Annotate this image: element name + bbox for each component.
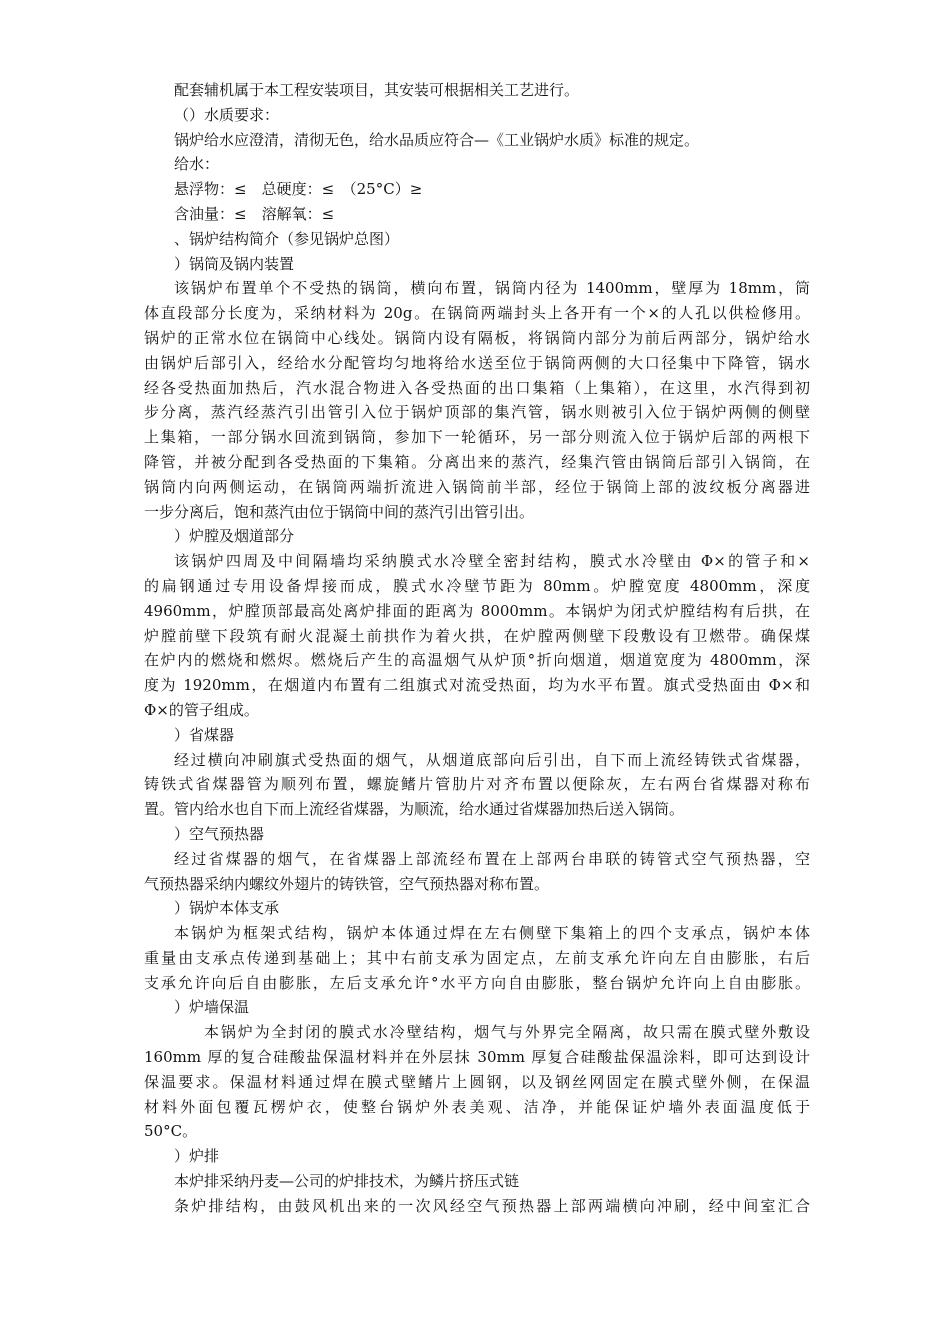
text-line: 本炉排采纳丹麦—公司的炉排技术，为鳞片挤压式链: [174, 1172, 520, 1191]
text-line: 保温要求。保温材料通过焊在膜式壁鳍片上圆钢，以及钢丝网固定在膜式壁外侧，在保温: [144, 1072, 810, 1091]
text-line: 50°C。: [144, 1122, 198, 1141]
text-line: 铸铁式省煤器管为顺列布置，螺旋鳍片管肋片对齐布置以便除灰，左右两台省煤器对称布: [144, 775, 810, 794]
text-line: Φ×的管子组成。: [144, 700, 259, 719]
text-line: 该锅炉四周及中间隔墙均采纳膜式水冷壁全密封结构，膜式水冷壁由 Φ×的管子和×: [174, 552, 810, 571]
text-line: ）炉排: [174, 1147, 220, 1166]
text-line: 锅炉给水应澄清，清彻无色，给水品质应符合—《工业锅炉水质》标准的规定。: [174, 130, 700, 149]
text-line: 经过横向冲刷旗式受热面的烟气，从烟道底部向后引出，自下而上流经铸铁式省煤器，: [174, 750, 810, 769]
text-line: 配套辅机属于本工程安装项目，其安装可根据相关工艺进行。: [174, 81, 580, 99]
text-line: 度为 1920mm，在烟道内布置有二组旗式对流受热面，均为水平布置。旗式受热面由 Φ×和: [144, 676, 810, 695]
text-line: ）空气预热器: [174, 824, 265, 843]
text-line: 锅筒内向两侧运动，在锅筒两端折流进入锅筒前半部，经位于锅筒上部的波纹板分离器进: [144, 477, 810, 496]
text-line: 4960mm，炉膛顶部最高处离炉排面的距离为 8000mm。本锅炉为闭式炉膛结构有后拱，在: [144, 601, 810, 620]
text-line: 160mm 厚的复合硅酸盐保温材料并在外层抹 30mm 厚复合硅酸盐保温涂料，即可达到设计: [144, 1048, 810, 1067]
text-line: ）锅炉本体支承: [174, 899, 280, 918]
text-line: 上集箱，一部分锅水回流到锅筒，参加下一轮循环，另一部分则流入位于锅炉后部的两根下: [144, 428, 810, 447]
text-line: 、锅炉结构简介（参见锅炉总图）: [174, 229, 400, 248]
text-line: ）炉墙保温: [174, 998, 250, 1017]
text-line: 气预热器采纳内螺纹外翅片的铸铁管，空气预热器对称布置。: [144, 874, 550, 893]
text-line: 支承允许向后自由膨胀，左后支承允许°水平方向自由膨胀，整台锅炉允许向上自由膨胀。: [144, 973, 810, 992]
text-line: 炉膛前壁下段筑有耐火混凝土前拱作为着火拱，在炉膛两侧壁下段敷设有卫燃带。确保煤: [144, 626, 810, 645]
text-line: 经各受热面加热后，汽水混合物进入各受热面的出口集箱（上集箱），在这里，水汽得到初: [144, 378, 810, 397]
text-line: 置。管内给水也自下而上流经省煤器，为顺流，给水通过省煤器加热后送入锅筒。: [144, 800, 685, 819]
text-line: ）锅筒及锅内装置: [174, 254, 295, 273]
text-line: 由锅炉后部引入，经给水分配管均匀地将给水送至位于锅筒两侧的大口径集中下降管，锅水: [144, 353, 810, 372]
text-line: 悬浮物：≤ 总硬度：≤ （25°C）≥: [174, 180, 423, 199]
text-line: 本锅炉为全封闭的膜式水冷壁结构，烟气与外界完全隔离，故只需在膜式壁外敷设: [204, 1023, 810, 1042]
text-line: 经过省煤器的烟气，在省煤器上部流经布置在上部两台串联的铸管式空气预热器，空: [174, 849, 810, 868]
text-line: 的扁钢通过专用设备焊接而成，膜式水冷壁节距为 80mm。炉膛宽度 4800mm，深度: [144, 576, 810, 595]
text-line: 在炉内的燃烧和燃烬。燃烧后产生的高温烟气从炉顶°折向烟道，烟道宽度为 4800mm，深: [144, 651, 810, 670]
text-line: 给水：: [174, 155, 220, 174]
text-line: ）省煤器: [174, 725, 235, 744]
text-line: 本锅炉为框架式结构，锅炉本体通过焊在左右侧壁下集箱上的四个支承点，锅炉本体: [174, 924, 810, 943]
text-line: 该锅炉布置单个不受热的锅筒，横向布置，锅筒内径为 1400mm，壁厚为 18mm，筒: [174, 279, 810, 298]
text-line: 含油量：≤ 溶解氧：≤: [174, 204, 335, 223]
text-line: 步分离，蒸汽经蒸汽引出管引入位于锅炉顶部的集汽管，锅水则被引入位于锅炉两侧的侧壁: [144, 403, 810, 422]
text-line: 降管，并被分配到各受热面的下集箱。分离出来的蒸汽，经集汽管由锅筒后部引入锅筒，在: [144, 452, 810, 471]
text-line: （）水质要求：: [174, 105, 280, 124]
text-line: 重量由支承点传递到基础上；其中右前支承为固定点，左前支承允许向左自由膨胀，右后: [144, 948, 810, 967]
text-line: 条炉排结构，由鼓风机出来的一次风经空气预热器上部两端横向冲刷，经中间室汇合: [174, 1196, 810, 1215]
text-line: ）炉膛及烟道部分: [174, 527, 295, 546]
text-line: 锅炉的正常水位在锅筒中心线处。锅筒内设有隔板，将锅筒内部分为前后两部分，锅炉给水: [144, 328, 810, 347]
text-line: 一步分离后，饱和蒸汽由位于锅筒中间的蒸汽引出管引出。: [144, 502, 535, 521]
text-line: 材料外面包覆瓦楞炉衣，使整台锅炉外表美观、洁净，并能保证炉墙外表面温度低于: [144, 1097, 810, 1116]
text-line: 体直段部分长度为，采纳材料为 20g。在锅筒两端封头上各开有一个×的人孔以供检修用。: [144, 304, 810, 323]
document-page: [144, 78, 810, 1219]
